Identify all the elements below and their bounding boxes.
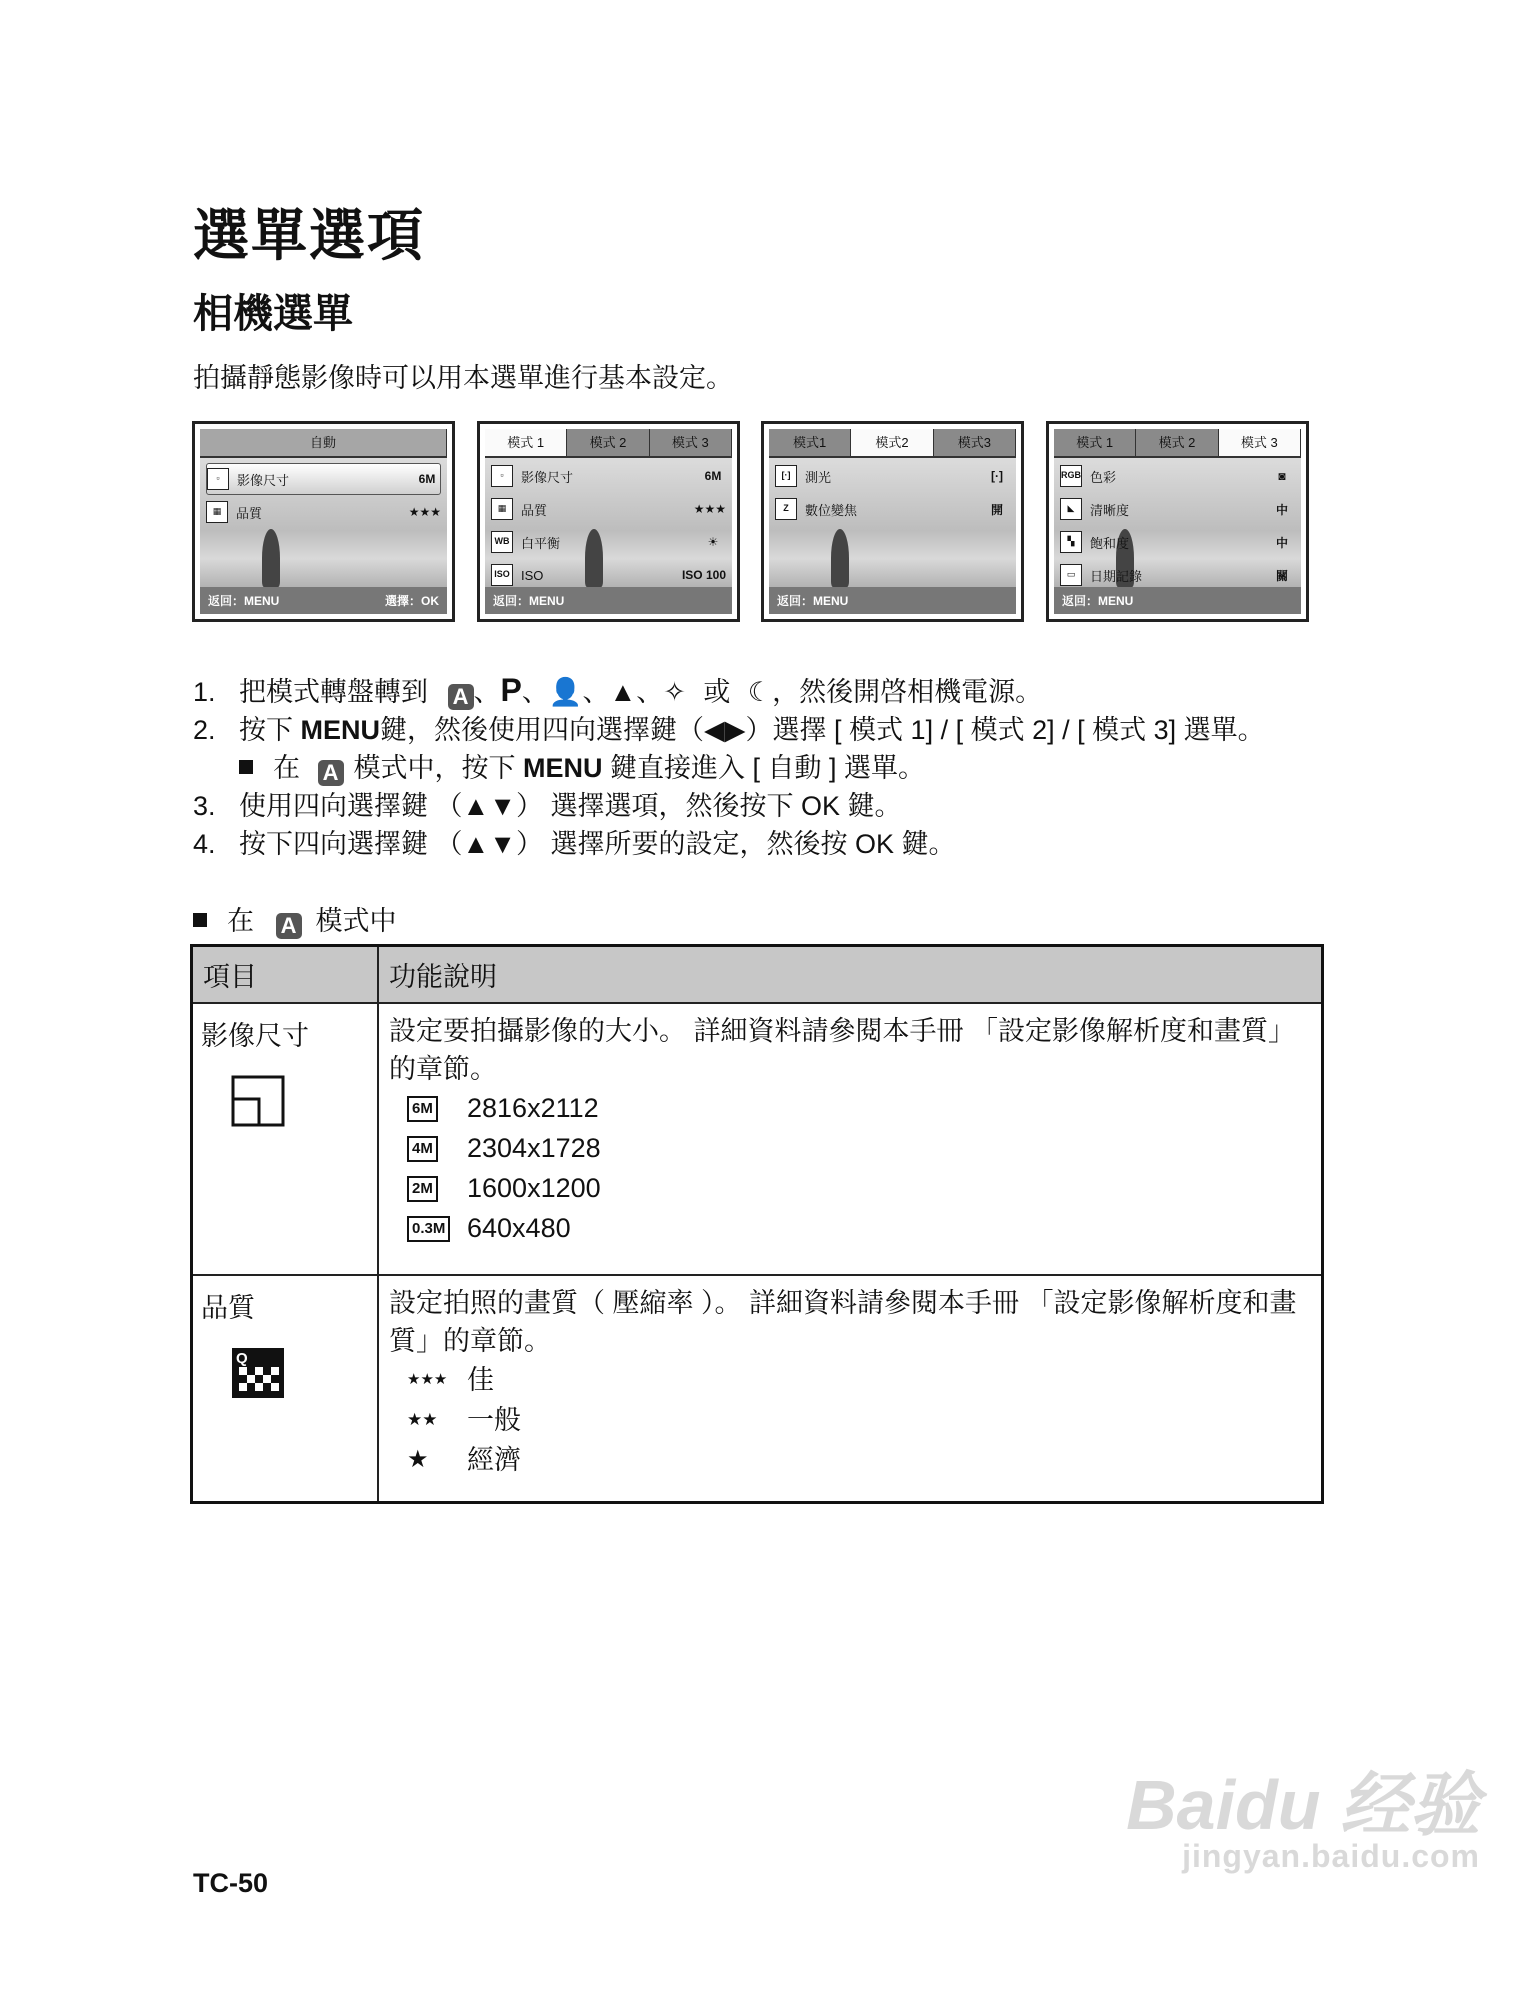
menu-row-iso: ISO ISO ISO 100 xyxy=(491,560,726,590)
quality-icon: ▦ xyxy=(491,498,513,520)
auto-mode-icon: A xyxy=(448,684,474,710)
option-row: ★ 經濟 xyxy=(407,1440,1311,1480)
option-row: ★★ 一般 xyxy=(407,1400,1311,1440)
menu-row-metering: [·] 測光 [·] xyxy=(775,461,1010,491)
page-title: 選單選項 xyxy=(193,204,425,267)
menu-row-quality: ▦ 品質 ★★★ xyxy=(491,494,726,524)
metering-icon: [·] xyxy=(775,465,797,487)
item-label: 品質 xyxy=(201,1293,255,1323)
item-description: 設定拍照的畫質（ 壓縮率 ）。 詳細資料請參閱本手冊 「設定影像解析度和畫質」的章節。 xyxy=(389,1288,1297,1356)
size-4m-icon: 4M xyxy=(407,1136,438,1162)
watermark: Baidu 经验 jingyan.baidu.com xyxy=(1126,1766,1480,1874)
page-number: TC-50 xyxy=(193,1868,269,1898)
tab-mode-2: 模式 2 xyxy=(1136,429,1218,456)
size-03m-icon: 0.3M xyxy=(407,1216,450,1242)
item-label: 影像尺寸 xyxy=(201,1021,309,1051)
menu-row-sharpness: ◣ 清晰度 中 xyxy=(1060,494,1295,524)
program-mode-icon: P xyxy=(500,672,522,708)
star-normal-icon: ★★ xyxy=(407,1410,438,1429)
star-economy-icon: ★ xyxy=(407,1446,429,1473)
option-row: 2M 1600x1200 xyxy=(407,1168,1311,1208)
bullet-square-icon xyxy=(239,760,253,774)
auto-mode-icon: A xyxy=(318,760,344,786)
camera-screen-mode1 xyxy=(477,421,740,622)
tab-mode-1: 模式1 xyxy=(769,429,851,456)
mode-heading: 在 A 模式中 xyxy=(193,899,397,939)
tab-mode-3: 模式3 xyxy=(934,429,1016,456)
tab-mode-1: 模式 1 xyxy=(485,429,567,456)
landscape-mode-icon: ▲ xyxy=(609,677,637,707)
image-size-icon: ▫ xyxy=(207,468,229,490)
size-2m-icon: 2M xyxy=(407,1176,438,1202)
tab-mode-1: 模式 1 xyxy=(1054,429,1136,456)
menu-row-date-stamp: ▭ 日期記錄 關 xyxy=(1060,560,1295,590)
night-mode-icon: ☾ xyxy=(747,677,773,707)
step-1: 1. 把模式轉盤轉到 A 、P、👤、▲、✧ 或 ☾，然後開啓相機電源。 xyxy=(193,672,1043,709)
menu-row-image-size: ▫ 影像尺寸 6M xyxy=(491,461,726,491)
tab-mode-2: 模式2 xyxy=(851,429,933,456)
screen-footer: 返回：MENU 選擇：OK xyxy=(200,587,447,614)
menu-row-quality: ▦ 品質 ★★★ xyxy=(206,497,441,527)
sharpness-icon: ◣ xyxy=(1060,498,1082,520)
tab-mode-2: 模式 2 xyxy=(567,429,649,456)
menu-row-saturation: ▚ 飽和度 中 xyxy=(1060,527,1295,557)
option-row: 0.3M 640x480 xyxy=(407,1208,1311,1248)
tab-auto: 自動 xyxy=(200,429,447,456)
table-header-item: 項目 xyxy=(192,946,379,1004)
camera-screen-auto xyxy=(192,421,455,622)
sports-mode-icon: ✧ xyxy=(663,677,686,707)
color-icon: RGB xyxy=(1060,465,1082,487)
image-size-icon xyxy=(231,1075,285,1127)
section-title: 相機選單 xyxy=(193,292,353,336)
option-row: ★★★ 佳 xyxy=(407,1360,1311,1400)
menu-row-image-size: ▫ 影像尺寸 6M xyxy=(206,463,441,495)
bullet-square-icon xyxy=(193,913,207,927)
item-description: 設定要拍攝影像的大小。 詳細資料請參閱本手冊 「設定影像解析度和畫質」的章節。 xyxy=(389,1016,1296,1084)
menu-row-color: RGB 色彩 ◙ xyxy=(1060,461,1295,491)
step-3: 3. 使用四向選擇鍵 （▲▼） 選擇選項，然後按下 OK 鍵。 xyxy=(193,791,902,821)
tab-mode-3: 模式 3 xyxy=(650,429,732,456)
step-2: 2. 按下 MENU鍵，然後使用四向選擇鍵（◀▶）選擇 [ 模式 1] / [ 模式 2] / [ 模式 3] 選單。 xyxy=(193,715,1265,745)
image-size-icon: ▫ xyxy=(491,465,513,487)
function-table xyxy=(190,944,1324,1504)
auto-mode-icon: A xyxy=(276,913,302,939)
step-2-note: 在 A 模式中，按下 MENU 鍵直接進入 [ 自動 ] 選單。 xyxy=(239,746,925,786)
option-row: 6M 2816x2112 xyxy=(407,1088,1311,1128)
table-header-description: 功能說明 xyxy=(378,946,1323,1004)
tab-mode-3: 模式 3 xyxy=(1219,429,1301,456)
quality-icon: ▦ xyxy=(206,501,228,523)
option-row: 4M 2304x1728 xyxy=(407,1128,1311,1168)
menu-row-digital-zoom: Z 數位變焦 開 xyxy=(775,494,1010,524)
date-icon: ▭ xyxy=(1060,564,1082,586)
star-fine-icon: ★★★ xyxy=(407,1371,448,1388)
step-4: 4. 按下四向選擇鍵 （▲▼） 選擇所要的設定，然後按 OK 鍵。 xyxy=(193,829,956,859)
screen-footer: 返回：MENU xyxy=(1054,587,1301,614)
table-row xyxy=(192,1275,1323,1503)
size-6m-icon: 6M xyxy=(407,1096,438,1122)
screen-footer: 返回：MENU xyxy=(485,587,732,614)
quality-icon xyxy=(231,1347,285,1399)
iso-icon: ISO xyxy=(491,564,513,586)
zoom-icon: Z xyxy=(775,498,797,520)
wb-icon: WB xyxy=(491,531,513,553)
intro-text: 拍攝靜態影像時可以用本選單進行基本設定。 xyxy=(193,363,733,393)
menu-row-white-balance: WB 白平衡 ☀ xyxy=(491,527,726,557)
screen-footer: 返回：MENU xyxy=(769,587,1016,614)
camera-screen-mode2 xyxy=(761,421,1024,622)
table-row xyxy=(192,1003,1323,1275)
svg-text:Q: Q xyxy=(236,1350,248,1367)
portrait-mode-icon: 👤 xyxy=(548,677,583,707)
saturation-icon: ▚ xyxy=(1060,531,1082,553)
camera-screen-mode3 xyxy=(1046,421,1309,622)
